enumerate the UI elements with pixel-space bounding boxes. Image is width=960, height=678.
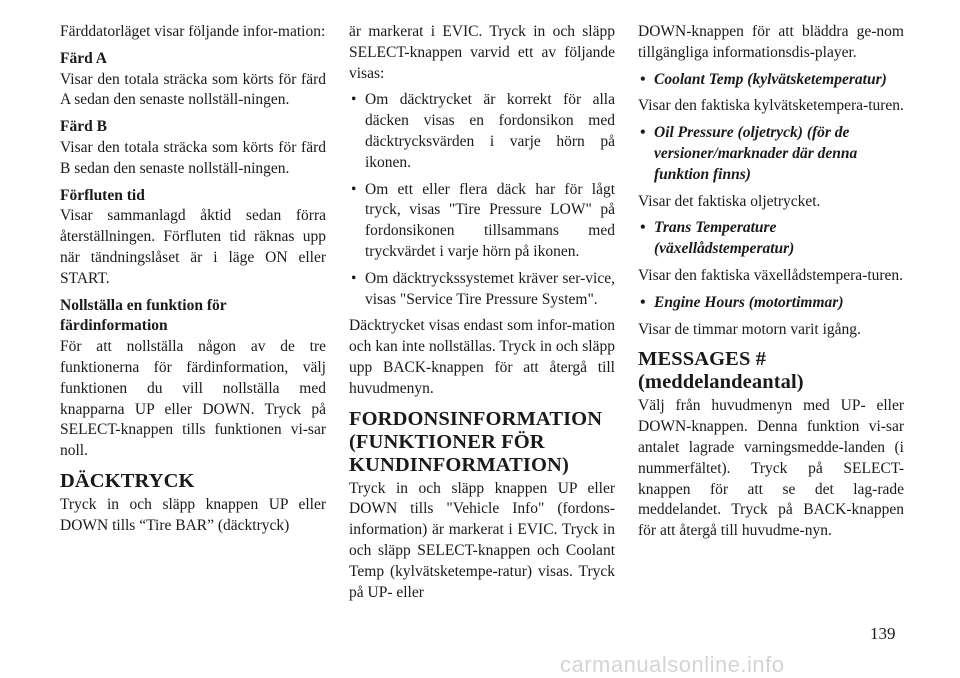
trans-list [638,218,904,260]
column-right [638,22,904,548]
vehicle-info-heading: FORDONSINFORMATION (FUNKTIONER FÖR KUNDINFORMATION) [349,407,603,476]
tire-continued-text: är markerat i EVIC. Tryck in och släpp SELECT-knappen varvid ett av följande visas: [349,23,615,82]
elapsed-time-heading: Förfluten tid [60,186,145,204]
trip-a-text: Visar den totala sträcka som körts för färd A sedan den senaste nollställ-ningen. [60,70,326,109]
list-item: • Om däcktryckssystemet kräver ser-vice, visas "Service Tire Pressure System". [349,269,615,311]
oil-list [638,123,904,185]
trip-a-heading: Färd A [60,49,107,67]
reset-function-heading: Nollställa en funktion för färdinformation [60,296,227,335]
engine-text: Visar de timmar motorn varit igång. [638,320,861,338]
intro-paragraph: Färddatorläget visar följande infor-mation: [60,23,326,40]
tire-pressure-text: Tryck in och släpp knappen UP eller DOWN tills “Tire BAR” (däcktryck) [60,495,326,534]
coolant-list [638,70,904,91]
vehicle-info-text: Tryck in och släpp knappen UP eller DOWN tills "Vehicle Info" (fordons-information) är markerat i EVIC. Tryck in och släpp SELECT-knappen och Coolant Temp (kylvätsketempe-ratur) visas. Tryck på UP- eller [349,479,615,601]
trip-b-heading: Färd B [60,118,107,136]
vehicle-continued-text: DOWN-knappen för att bläddra ge-nom tillgängliga informationsdis-player. [638,23,904,61]
coolant-text: Visar den faktiska kylvätsketempera-turen. [638,97,904,115]
tire-display-list [349,90,615,310]
watermark: carmanualsonline.info [560,652,785,677]
column-left [60,22,326,543]
column-middle [349,22,615,609]
list-item: • Engine Hours (motortimmar) [638,293,904,314]
reset-function-text: För att nollställa någon av de tre funktionerna för färdinformation, välj funktionen du vill nollställa med knapparna UP eller DOWN. Tryck på SELECT-knappen tills funktionen vi-sar noll. [60,338,326,460]
tire-pressure-heading: DÄCKTRYCK [60,469,195,492]
tire-note-text: Däcktrycket visas endast som infor-mation och kan inte nollställas. Tryck in och släpp upp BACK-knappen för att återgå till huvudmenyn. [349,317,615,397]
oil-text: Visar det faktiska oljetrycket. [638,192,821,210]
list-item: • Om ett eller flera däck har för lågt tryck, visas "Tire Pressure LOW" på fordonsikonen tillsammans med tryckvärdet i varje hörn på ikonen. [349,180,615,263]
engine-list [638,293,904,314]
messages-heading: MESSAGES # (meddelandeantal) [638,348,804,394]
page-number: 139 [870,624,896,643]
list-item: • Om däcktrycket är korrekt för alla däcken visas en fordonsikon med däcktrycksvärden i varje hörn på ikonen. [349,90,615,173]
list-item: • Trans Temperature (växellådstemperatur) [638,218,904,260]
messages-text: Välj från huvudmenyn med UP- eller DOWN-knappen. Denna funktion vi-sar antalet lagrade varningsmedde-landen (i nummerfältet). Tryck på SELECT-knappen för att se det lag-rade meddelandet. Tryck på BACK-knappen för att återgå till huvudme-nyn. [638,397,904,540]
trans-text: Visar den faktiska växellådstempera-turen. [638,266,904,284]
list-item: • Oil Pressure (oljetryck) (för de versioner/marknader där denna funktion finns) [638,123,904,185]
trip-b-text: Visar den totala sträcka som körts för färd B sedan den senaste nollställ-ningen. [60,138,326,177]
list-item: • Coolant Temp (kylvätsketemperatur) [638,70,904,91]
elapsed-time-text: Visar sammanlagd åktid sedan förra återställningen. Förfluten tid räknas upp när tändningslåset är i läge ON eller START. [60,207,326,287]
